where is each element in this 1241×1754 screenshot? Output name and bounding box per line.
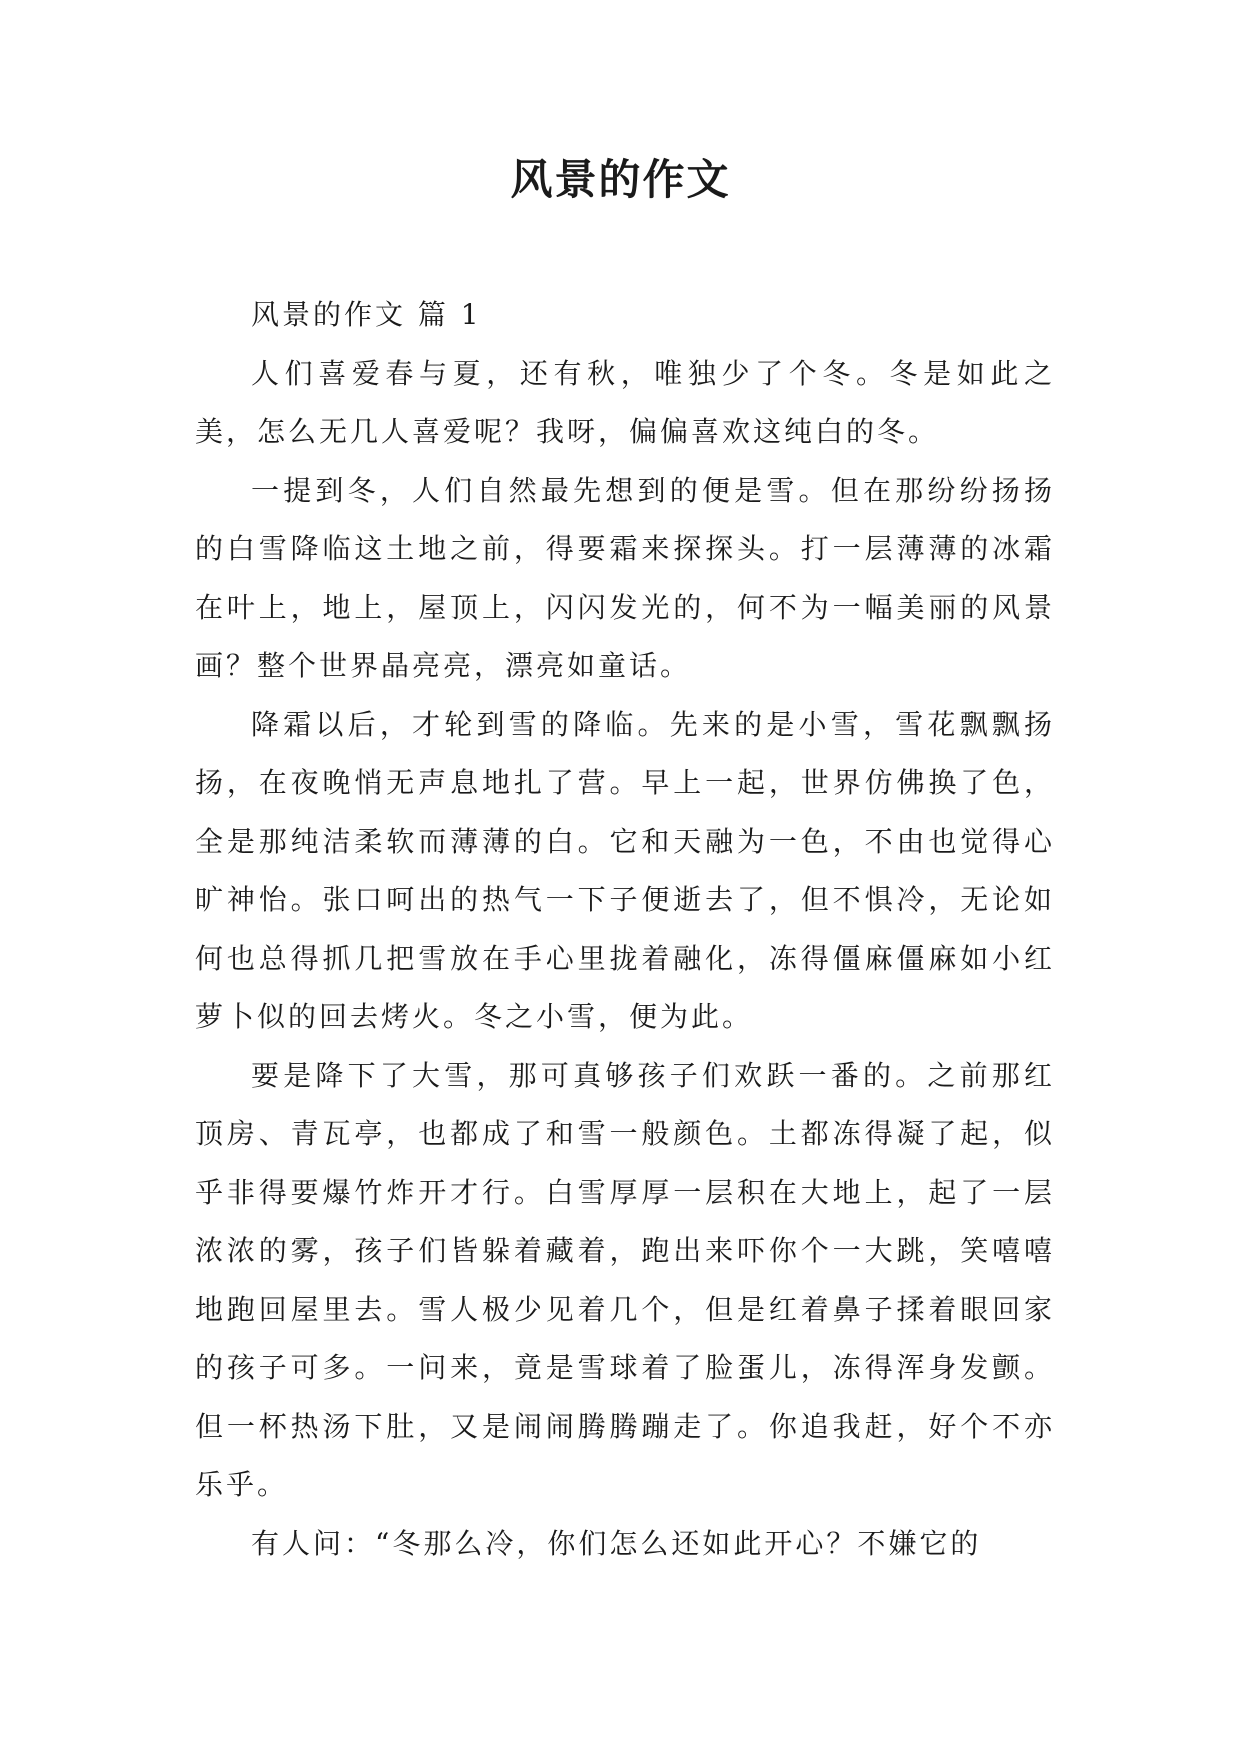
document-body <box>195 286 1055 1573</box>
paragraph: 人们喜爱春与夏，还有秋，唯独少了个冬。冬是如此之美，怎么无几人喜爱呢？我呀，偏偏喜欢这纯白的冬。 <box>195 356 1055 448</box>
paragraph: 有人问：“冬那么冷，你们怎么还如此开心？不嫌它的 <box>251 1526 982 1560</box>
paragraph: 降霜以后，才轮到雪的降临。先来的是小雪，雪花飘飘扬扬，在夜晚悄无声息地扎了营。早上一起，世界仿佛换了色，全是那纯洁柔软而薄薄的白。它和天融为一色，不由也觉得心旷神怡。张口呵出的热气一下子便逝去了，但不惧冷，无论如何也总得抓几把雪放在手心里拢着融化，冻得僵麻僵麻如小红萝卜似的回去烤火。冬之小雪，便为此。 <box>195 707 1055 1033</box>
paragraph: 一提到冬，人们自然最先想到的便是雪。但在那纷纷扬扬的白雪降临这土地之前，得要霜来探探头。打一层薄薄的冰霜在叶上，地上，屋顶上，闪闪发光的，何不为一幅美丽的风景画？整个世界晶亮亮，漂亮如童话。 <box>195 473 1055 682</box>
document-title: 风景的作文 <box>510 155 731 204</box>
section-heading: 风景的作文 篇 1 <box>251 298 482 331</box>
paragraph: 要是降下了大雪，那可真够孩子们欢跃一番的。之前那红顶房、青瓦亭，也都成了和雪一般颜色。土都冻得凝了起，似乎非得要爆竹炸开才行。白雪厚厚一层积在大地上，起了一层浓浓的雾，孩子们皆躲着藏着，跑出来吓你个一大跳，笑嘻嘻地跑回屋里去。雪人极少见着几个，但是红着鼻子揉着眼回家的孩子可多。一问来，竟是雪球着了脸蛋儿，冻得浑身发颤。但一杯热汤下肚，又是闹闹腾腾蹦走了。你追我赶，好个不亦乐乎。 <box>195 1058 1055 1501</box>
